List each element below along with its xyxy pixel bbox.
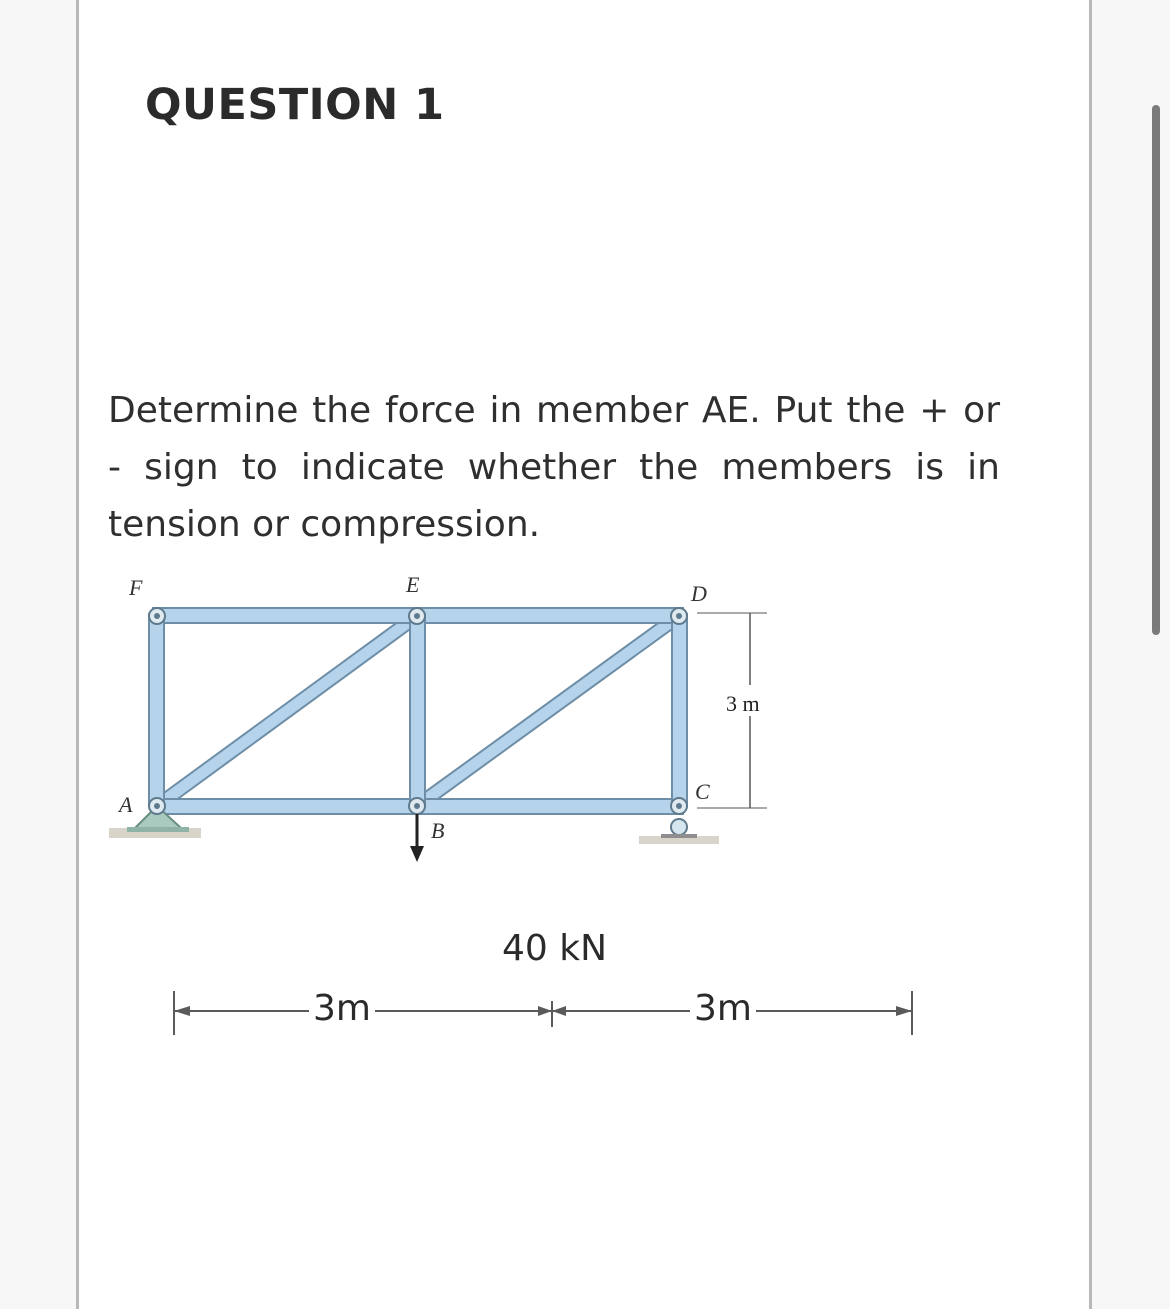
member-dc <box>672 614 687 806</box>
height-label: 3 m <box>726 691 760 716</box>
label-c: C <box>695 779 710 804</box>
member-bc <box>413 799 683 814</box>
span-dimension-line <box>160 985 930 1045</box>
label-e: E <box>406 572 420 597</box>
joint-b <box>409 798 425 814</box>
label-a: A <box>119 792 133 817</box>
label-f: F <box>129 575 143 600</box>
joint-c <box>671 798 687 814</box>
member-ab <box>153 799 421 814</box>
member-af <box>149 614 164 806</box>
load-label: 40 kN <box>502 928 608 969</box>
question-title: QUESTION 1 <box>145 80 445 130</box>
span-left-label: 3m <box>309 988 375 1029</box>
label-b: B <box>431 818 445 843</box>
span-right-label: 3m <box>690 988 756 1029</box>
joint-a <box>149 798 165 814</box>
load-arrow <box>410 814 424 862</box>
member-eb <box>410 614 425 806</box>
joint-f <box>149 608 165 624</box>
question-text: Determine the force in member AE. Put the + or - sign to indicate whether the members is in tension or compression. <box>108 390 1000 545</box>
roller-support-c <box>671 819 687 835</box>
truss-diagram <box>105 570 785 870</box>
member-fe <box>153 608 421 623</box>
scrollbar-thumb[interactable] <box>1152 105 1160 635</box>
joint-d <box>671 608 687 624</box>
joint-e <box>409 608 425 624</box>
member-ed <box>413 608 683 623</box>
label-d: D <box>691 581 707 606</box>
